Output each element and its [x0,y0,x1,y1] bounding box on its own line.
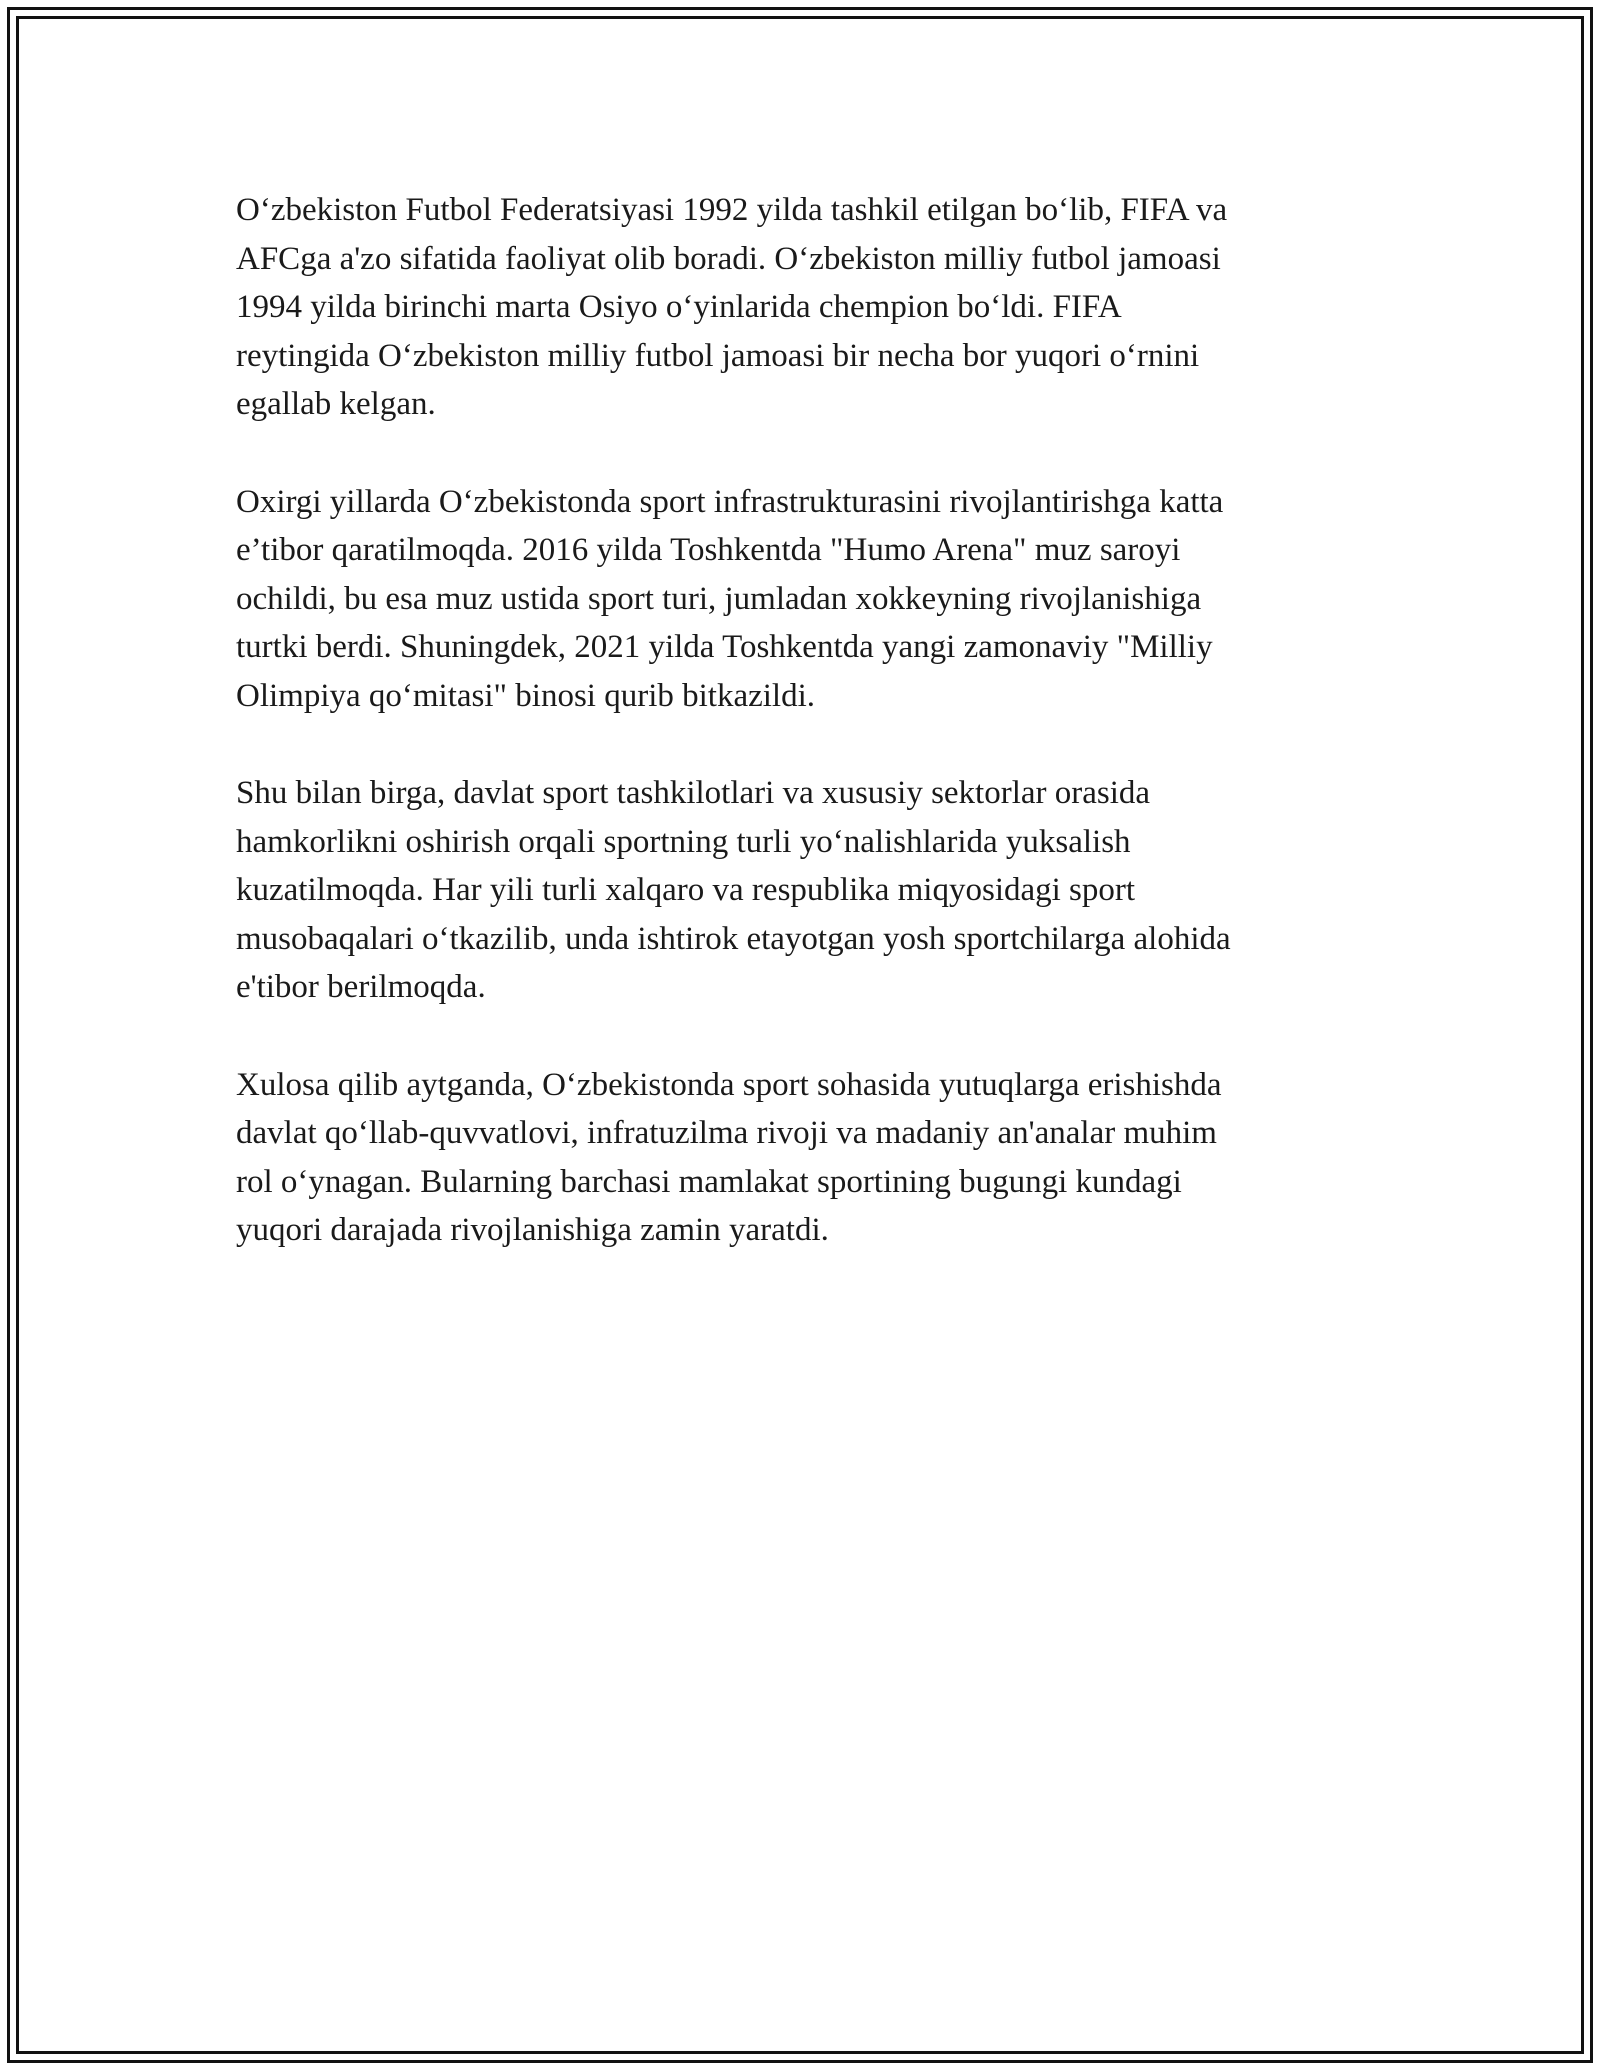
document-body [236,186,1356,1304]
paragraph-sport-infrastructure: Oxirgi yillarda O‘zbekistonda sport infrastrukturasini rivojlantirishga katta e’tibor qaratilmoqda. 2016 yilda Toshkentda "Humo Arena" muz saroyi ochildi, bu esa muz ustida sport turi, jumladan xokkeyning rivojlanishiga turtki berdi. Shuningdek, 2021 yilda Toshkentda yangi zamonaviy "Milliy Olimpiya qo‘mitasi" binosi qurib bitkazildi. [236,483,1224,714]
paragraph-cooperation: Shu bilan birga, davlat sport tashkilotlari va xususiy sektorlar orasida hamkorlikni oshirish orqali sportning turli yo‘nalishlarida yuksalish kuzatilmoqda. Har yili turli xalqaro va respublika miqyosidagi sport musobaqalari o‘tkazilib, unda ishtirok etayotgan yosh sportchilarga alohida e'tibor berilmoqda. [236,775,1231,1005]
paragraph-conclusion: Xulosa qilib aytganda, O‘zbekistonda sport sohasida yutuqlarga erishishda davlat qo‘llab-quvvatlovi, infratuzilma rivoji va madaniy an'analar muhim rol o‘ynagan. Bularning barchasi mamlakat sportining bugungi kundagi yuqori darajada rivojlanishiga zamin yaratdi. [236,1066,1222,1248]
paragraph-football-federation: O‘zbekiston Futbol Federatsiyasi 1992 yilda tashkil etilgan bo‘lib, FIFA va AFCga a'zo sifatida faoliyat olib boradi. O‘zbekiston milliy futbol jamoasi 1994 yilda birinchi marta Osiyo o‘yinlarida chempion bo‘ldi. FIFA reytingida O‘zbekiston milliy futbol jamoasi bir necha bor yuqori o‘rnini egallab kelgan. [236,192,1228,422]
